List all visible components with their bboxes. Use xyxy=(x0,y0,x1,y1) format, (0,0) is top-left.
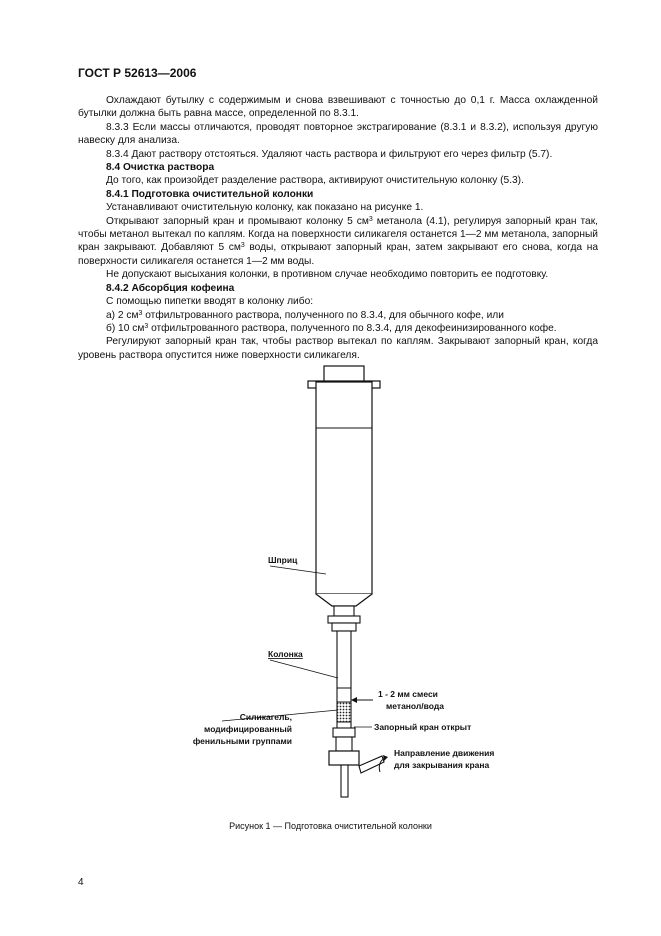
text-run: отфильтрованного раствора, полученного по 8.3.4, для декофеинизированного кофе. xyxy=(148,322,557,334)
label-column: Колонка xyxy=(268,649,303,659)
document-header: ГОСТ Р 52613—2006 xyxy=(78,66,197,80)
body-text xyxy=(78,94,598,362)
label-valve-open: Запорный кран открыт xyxy=(374,722,472,732)
figure-caption: Рисунок 1 — Подготовка очистительной колонки xyxy=(229,821,432,831)
text-run: метанола (4.1), регулируя запорный кран так, чтобы метанол вытекал по каплям. Когда на поверхности силикагеля останется 1—2 мм метанола, запорный кран закрывают. Добавляют 5 см xyxy=(78,215,598,254)
text-run: воды, открывают запорный кран, затем закрывают его снова, когда на поверхности силикагеля останется 1—2 мм воды. xyxy=(78,242,598,267)
connector xyxy=(328,606,360,631)
syringe-barrel xyxy=(316,382,372,606)
figure-1 xyxy=(0,355,661,825)
text-run: а) 2 см xyxy=(106,309,139,321)
superscript: 3 xyxy=(144,322,149,330)
text-run: отфильтрованного раствора, полученного по 8.3.4, для обычного кофе, или xyxy=(142,309,504,321)
superscript: 3 xyxy=(240,242,245,250)
label-silica-line3: фенильными группами xyxy=(192,736,292,746)
section-heading: 8.4.1 Подготовка очистительной колонки xyxy=(106,188,314,200)
page-number: 4 xyxy=(78,877,84,888)
label-mix-line1: 1 - 2 мм смеси xyxy=(378,689,438,699)
section-heading: 8.4.2 Абсорбция кофеина xyxy=(106,282,235,294)
superscript: 3 xyxy=(368,215,373,223)
label-silica-line1: Силикагель, xyxy=(239,712,292,722)
list-item xyxy=(78,322,598,335)
label-direction-line1: Направление движения xyxy=(394,748,495,758)
text-run: Открывают запорный кран и промывают колонку 5 см xyxy=(106,215,369,227)
label-mix-line2: метанол/вода xyxy=(386,701,444,711)
paragraph: Регулируют запорный кран так, чтобы раствор вытекал по каплям. Закрывают запорный кран, когда уровень раствора опустится ниже поверхности силикагеля. xyxy=(78,336,598,361)
paragraph: Не допускают высыхания колонки, в противном случае необходимо повторить ее подготовку. xyxy=(106,269,549,281)
list-item xyxy=(78,309,598,322)
section-heading: 8.4 Очистка раствора xyxy=(106,162,215,174)
superscript: 3 xyxy=(138,309,143,317)
paragraph xyxy=(78,215,598,269)
column-diagram xyxy=(0,355,661,825)
paragraph: Устанавливают очистительную колонку, как показано на рисунке 1. xyxy=(106,202,424,214)
paragraph: 8.3.3 Если массы отличаются, проводят повторное экстрагирование (8.3.1 и 8.3.2), используя другую навеску для анализа. xyxy=(78,121,598,147)
paragraph: 8.3.4 Дают раствору отстояться. Удаляют часть раствора и фильтруют его через фильтр (5.7). xyxy=(106,148,553,160)
stopcock-valve xyxy=(329,751,388,797)
label-direction-line2: для закрывания крана xyxy=(394,760,490,770)
paragraph: С помощью пипетки вводят в колонку либо: xyxy=(106,296,314,308)
paragraph: До того, как произойдет разделение раствора, активируют очистительную колонку (5.3). xyxy=(106,175,524,187)
column-tube xyxy=(333,631,355,751)
label-syringe: Шприц xyxy=(268,555,298,565)
paragraph: Охлаждают бутылку с содержимым и снова взвешивают с точностью до 0,1 г. Масса охлажденной бутылки должна быть равна массе, определенной по 8.3.1. xyxy=(78,95,598,120)
text-run: б) 10 см xyxy=(106,322,145,334)
label-silica-line2: модифицированный xyxy=(204,724,292,734)
